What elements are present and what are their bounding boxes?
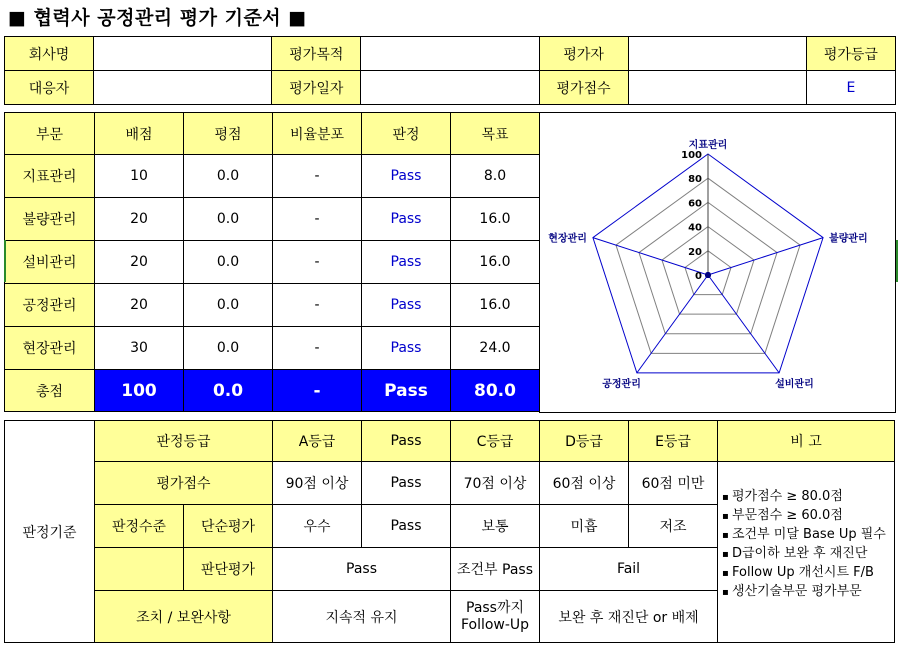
radar-tick-label: 40	[688, 222, 702, 234]
criteria-score-label: 평가점수	[95, 462, 273, 505]
judgment-fail: Fail	[540, 548, 718, 591]
row-judge: Pass	[362, 284, 451, 327]
radar-tick-label: 100	[681, 150, 702, 161]
col-header-target: 목표	[451, 113, 540, 155]
row-name: 현장관리	[5, 327, 95, 370]
criteria-section-label: 판정기준	[5, 421, 95, 643]
col-header-section: 부문	[5, 113, 95, 155]
score-label: 평가점수	[539, 71, 628, 105]
col-header-judge: 판정	[362, 113, 451, 155]
grade-b: Pass	[362, 421, 451, 462]
radar-tick-label: 20	[688, 246, 702, 258]
total-row	[5, 370, 540, 412]
total-alloc: 100	[95, 370, 184, 412]
score-value[interactable]	[628, 71, 806, 105]
row-ratio: -	[273, 198, 362, 241]
row-score: 0.0	[184, 155, 273, 198]
grade-label: 평가등급	[806, 37, 895, 71]
row-alloc: 20	[95, 198, 184, 241]
table-row	[5, 198, 540, 241]
criteria-table	[4, 420, 895, 643]
col-header-alloc: 배점	[95, 113, 184, 155]
remarks-list	[718, 462, 895, 643]
score-range-c: 70점 이상	[451, 462, 540, 505]
radar-category-label: 지표관리	[688, 140, 728, 151]
company-label: 회사명	[5, 37, 94, 71]
grade-result: E	[806, 71, 895, 105]
remark-item: ▪ 조건부 미달 Base Up 필수	[722, 526, 890, 545]
row-judge: Pass	[362, 155, 451, 198]
evaluator-value[interactable]	[628, 37, 806, 71]
score-table	[4, 112, 540, 412]
radar-data-point	[705, 272, 711, 278]
radar-category-label: 불량관리	[829, 233, 868, 245]
total-judge: Pass	[362, 370, 451, 412]
grade-d: D등급	[540, 421, 629, 462]
remark-item: ▪ Follow Up 개선시트 F/B	[722, 564, 890, 583]
col-header-score: 평점	[184, 113, 273, 155]
radar-tick-label: 80	[688, 174, 702, 186]
respondent-value[interactable]	[94, 71, 272, 105]
row-ratio: -	[273, 155, 362, 198]
row-alloc: 30	[95, 327, 184, 370]
score-range-d: 60점 이상	[540, 462, 629, 505]
row-marker-right	[896, 240, 898, 282]
radar-category-label: 설비관리	[775, 378, 814, 390]
row-name: 지표관리	[5, 155, 95, 198]
judgment-label: 판단평가	[184, 548, 273, 591]
date-label: 평가일자	[272, 71, 361, 105]
grade-c: C등급	[451, 421, 540, 462]
remark-item: ▪ 생산기술부문 평가부문	[722, 583, 890, 602]
page-title: ■ 협력사 공정관리 평가 기준서 ■	[8, 7, 307, 29]
row-name: 불량관리	[5, 198, 95, 241]
action-maintain: 지속적 유지	[273, 591, 451, 643]
simple-label: 단순평가	[184, 505, 273, 548]
row-alloc: 20	[95, 284, 184, 327]
radar-spoke	[708, 275, 779, 373]
radar-spoke	[637, 275, 708, 373]
simple-value-a: 우수	[273, 505, 362, 548]
purpose-label: 평가목적	[272, 37, 361, 71]
date-value[interactable]	[361, 71, 539, 105]
total-score: 0.0	[184, 370, 273, 412]
row-judge: Pass	[362, 241, 451, 284]
remark-item: ▪ 부문점수 ≥ 60.0점	[722, 507, 890, 526]
total-name: 총점	[5, 370, 95, 412]
radar-spoke	[708, 238, 823, 275]
radar-tick-label: 60	[688, 198, 702, 210]
purpose-value[interactable]	[361, 37, 539, 71]
judgment-pass: Pass	[273, 548, 451, 591]
row-target: 16.0	[451, 241, 540, 284]
remarks-header: 비 고	[718, 421, 895, 462]
score-range-e: 60점 미만	[629, 462, 718, 505]
grade-a: A등급	[273, 421, 362, 462]
info-table	[4, 36, 896, 105]
row-judge: Pass	[362, 198, 451, 241]
respondent-label: 대응자	[5, 71, 94, 105]
row-score: 0.0	[184, 284, 273, 327]
score-range-a: 90점 이상	[273, 462, 362, 505]
level-label: 판정수준	[95, 505, 184, 548]
row-score: 0.0	[184, 198, 273, 241]
radar-category-label: 공정관리	[602, 378, 641, 390]
total-ratio: -	[273, 370, 362, 412]
remark-item: ▪ 평가점수 ≥ 80.0점	[722, 488, 890, 507]
grade-header: 판정등급	[95, 421, 273, 462]
action-rediagnose: 보완 후 재진단 or 배제	[540, 591, 718, 643]
radar-category-label: 현장관리	[548, 233, 587, 245]
remark-item: ▪ D급이하 보완 후 재진단	[722, 545, 890, 564]
row-marker-left	[4, 240, 6, 282]
radar-chart	[539, 112, 896, 413]
table-row	[5, 284, 540, 327]
simple-value-b: Pass	[362, 505, 451, 548]
row-target: 16.0	[451, 198, 540, 241]
judgment-conditional: 조건부 Pass	[451, 548, 540, 591]
level-blank	[95, 548, 184, 591]
table-row	[5, 241, 540, 284]
radar-tick-label: 0	[695, 271, 702, 282]
col-header-ratio: 비율분포	[273, 113, 362, 155]
row-score: 0.0	[184, 327, 273, 370]
action-followup: Pass까지 Follow-Up	[451, 591, 540, 643]
row-score: 0.0	[184, 241, 273, 284]
row-judge: Pass	[362, 327, 451, 370]
action-label: 조치 / 보완사항	[95, 591, 273, 643]
score-range-b: Pass	[362, 462, 451, 505]
row-ratio: -	[273, 327, 362, 370]
grade-e: E등급	[629, 421, 718, 462]
row-ratio: -	[273, 284, 362, 327]
row-target: 8.0	[451, 155, 540, 198]
row-ratio: -	[273, 241, 362, 284]
company-value[interactable]	[94, 37, 272, 71]
row-target: 16.0	[451, 284, 540, 327]
row-alloc: 10	[95, 155, 184, 198]
simple-value-c: 보통	[451, 505, 540, 548]
simple-value-d: 미흡	[540, 505, 629, 548]
row-alloc: 20	[95, 241, 184, 284]
evaluator-label: 평가자	[539, 37, 628, 71]
table-row	[5, 327, 540, 370]
table-row	[5, 155, 540, 198]
simple-value-e: 저조	[629, 505, 718, 548]
row-target: 24.0	[451, 327, 540, 370]
row-name: 공정관리	[5, 284, 95, 327]
row-name: 설비관리	[5, 241, 95, 284]
radar-chart-svg	[540, 113, 895, 412]
total-target: 80.0	[451, 370, 540, 412]
